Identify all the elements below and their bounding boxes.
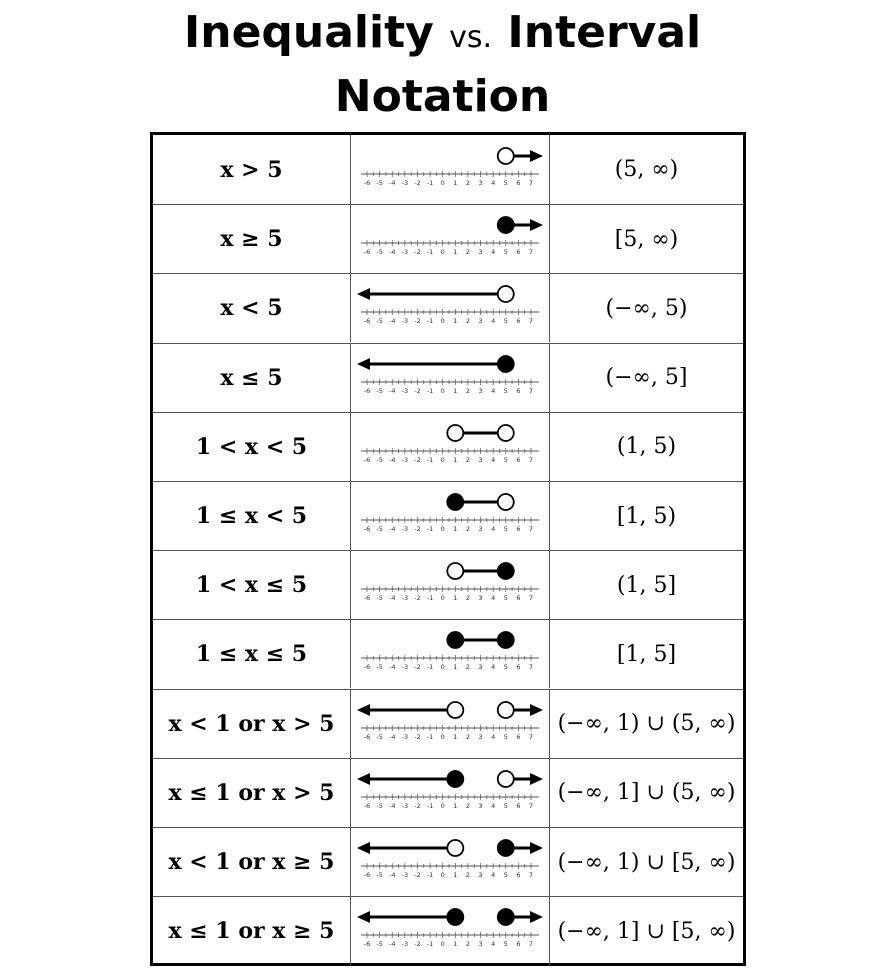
number-line-tick-label: -4: [388, 248, 395, 257]
number-line-tick-label: 2: [465, 386, 470, 395]
number-line-tick-label: -6: [363, 248, 370, 257]
number-line-tick-label: 6: [515, 940, 520, 949]
number-line-cell: [351, 897, 550, 965]
number-line-tick-label: -3: [401, 663, 408, 672]
number-line-tick-label: 5: [503, 594, 508, 603]
number-line-tick-label: 3: [477, 386, 483, 395]
number-line-tick-label: -4: [388, 178, 395, 187]
number-line-tick-label: 1: [452, 248, 457, 257]
number-line-tick-label: -5: [375, 178, 383, 187]
number-line-tick-label: 6: [515, 248, 520, 257]
number-line-tick-label: 5: [503, 940, 508, 949]
number-line-tick-label: 7: [528, 663, 533, 672]
number-line-tick-label: -1: [426, 871, 433, 879]
number-line-tick-label: 4: [490, 386, 495, 395]
arrow-left-icon: [357, 773, 370, 785]
number-line-tick-label: 4: [490, 663, 495, 672]
number-line-tick-label: -3: [401, 801, 408, 810]
interval-cell: [550, 274, 743, 342]
number-line-tick-label: -1: [426, 455, 433, 464]
number-line-tick-label: -5: [375, 871, 383, 879]
number-line-tick-label: -4: [388, 386, 395, 395]
number-line-tick-label: 5: [503, 317, 508, 326]
table-row: [153, 896, 743, 965]
number-line-tick-label: 0: [440, 732, 445, 741]
inequality-text: x < 5: [220, 295, 283, 322]
number-line-tick-label: -2: [413, 317, 421, 326]
number-line-tick-label: -2: [413, 386, 421, 395]
number-line-graph: [353, 621, 548, 687]
table-row: [153, 204, 743, 273]
number-line-tick-label: -5: [375, 386, 383, 395]
interval-cell: [550, 551, 743, 619]
number-line-tick-label: 7: [528, 317, 533, 326]
number-line-tick-label: 0: [440, 386, 445, 395]
number-line-tick-label: 5: [503, 248, 508, 257]
table-row: [153, 273, 743, 342]
number-line-tick-label: 0: [440, 940, 445, 949]
arrow-right-icon: [530, 842, 543, 854]
number-line-tick-label: 2: [465, 663, 470, 672]
inequality-text: x ≥ 5: [220, 226, 283, 253]
page-title-line2: Notation: [334, 71, 551, 122]
number-line-tick-label: 1: [452, 663, 457, 672]
number-line-graph: [353, 898, 548, 964]
number-line-tick-label: 5: [503, 871, 508, 879]
inequality-cell: [153, 551, 351, 619]
number-line-tick-label: 0: [440, 663, 445, 672]
interval-text: (−∞, 5]: [605, 365, 688, 391]
open-dot-icon: [497, 148, 513, 164]
number-line-tick-label: -5: [375, 455, 383, 464]
number-line-graph: [353, 414, 548, 480]
number-line-tick-label: -1: [426, 732, 433, 741]
interval-text: (1, 5): [616, 434, 677, 460]
number-line-tick-label: -4: [388, 871, 395, 879]
number-line-tick-label: 1: [452, 940, 457, 949]
number-line-tick-label: 3: [477, 732, 483, 741]
interval-cell: [550, 135, 743, 204]
number-line-tick-label: -2: [413, 455, 421, 464]
table-row: [153, 343, 743, 412]
number-line-tick-label: -3: [401, 455, 408, 464]
interval-cell: [550, 897, 743, 965]
title-inequality: Inequality: [183, 7, 434, 58]
number-line-tick-label: 5: [503, 801, 508, 810]
number-line-tick-label: -2: [413, 594, 421, 603]
number-line-tick-label: 1: [452, 594, 457, 603]
number-line-tick-label: -1: [426, 940, 433, 949]
number-line-tick-label: 5: [503, 178, 508, 187]
number-line-tick-label: -6: [363, 871, 370, 879]
number-line-tick-label: -4: [388, 525, 395, 533]
number-line-tick-label: -1: [426, 386, 433, 395]
inequality-text: x ≤ 1 or x > 5: [168, 779, 335, 806]
number-line-tick-label: 0: [440, 248, 445, 257]
interval-text: (−∞, 1] ∪ (5, ∞): [557, 780, 736, 806]
interval-text: (−∞, 1) ∪ [5, ∞): [557, 849, 736, 875]
inequality-cell: [153, 759, 351, 827]
number-line-tick-label: 2: [465, 732, 470, 741]
number-line-tick-label: 5: [503, 732, 508, 741]
number-line-tick-label: -6: [363, 663, 370, 672]
number-line-tick-label: 6: [515, 178, 520, 187]
number-line-tick-label: -5: [375, 732, 383, 741]
number-line-tick-label: 5: [503, 455, 508, 464]
open-dot-icon: [497, 425, 513, 441]
interval-text: (−∞, 1] ∪ [5, ∞): [557, 918, 736, 944]
closed-dot-icon: [447, 771, 463, 787]
number-line-tick-label: -4: [388, 732, 395, 741]
number-line-tick-label: 1: [452, 317, 457, 326]
table-row: [153, 689, 743, 758]
inequality-text: 1 ≤ x ≤ 5: [195, 641, 308, 668]
number-line-tick-label: 0: [440, 525, 445, 533]
number-line-tick-label: -6: [363, 178, 370, 187]
number-line-tick-label: -6: [363, 525, 370, 533]
arrow-left-icon: [357, 288, 370, 300]
number-line-tick-label: -3: [401, 317, 408, 326]
number-line-tick-label: 3: [477, 248, 483, 257]
number-line-cell: [351, 828, 550, 896]
number-line-tick-label: 3: [477, 594, 483, 603]
number-line-tick-label: 4: [490, 801, 495, 810]
page-title: [0, 0, 885, 71]
inequality-text: 1 < x ≤ 5: [195, 572, 308, 599]
interval-cell: [550, 344, 743, 412]
inequality-cell: [153, 828, 351, 896]
interval-text: (−∞, 1) ∪ (5, ∞): [557, 711, 736, 737]
number-line-tick-label: 7: [528, 594, 533, 603]
number-line-tick-label: -3: [401, 248, 408, 257]
number-line-tick-label: 4: [490, 317, 495, 326]
number-line-tick-label: 4: [490, 525, 495, 533]
number-line-tick-label: 3: [477, 801, 483, 810]
number-line-tick-label: -6: [363, 386, 370, 395]
number-line-graph: [353, 760, 548, 826]
interval-text: (5, ∞): [614, 157, 679, 182]
number-line-cell: [351, 135, 550, 204]
interval-cell: [550, 482, 743, 550]
number-line-tick-label: 7: [528, 940, 533, 949]
number-line-tick-label: 2: [465, 178, 470, 187]
closed-dot-icon: [497, 840, 513, 856]
number-line-tick-label: 1: [452, 525, 457, 533]
number-line-tick-label: -2: [413, 248, 421, 257]
number-line-tick-label: 4: [490, 594, 495, 603]
arrow-right-icon: [530, 773, 543, 785]
number-line-tick-label: -4: [388, 317, 395, 326]
number-line-tick-label: -2: [413, 940, 421, 949]
number-line-tick-label: -5: [375, 525, 383, 533]
number-line-cell: [351, 690, 550, 758]
number-line-tick-label: 4: [490, 455, 495, 464]
number-line-tick-label: 6: [515, 732, 520, 741]
inequality-text: x > 5: [220, 156, 283, 183]
number-line-tick-label: 3: [477, 663, 483, 672]
number-line-tick-label: -6: [363, 455, 370, 464]
number-line-tick-label: 0: [440, 594, 445, 603]
number-line-tick-label: -2: [413, 801, 421, 810]
open-dot-icon: [447, 425, 463, 441]
number-line-graph: [353, 137, 548, 203]
arrow-left-icon: [357, 842, 370, 854]
number-line-tick-label: -3: [401, 525, 408, 533]
interval-cell: [550, 690, 743, 758]
number-line-tick-label: -3: [401, 732, 408, 741]
number-line-tick-label: 6: [515, 663, 520, 672]
number-line-tick-label: -1: [426, 801, 433, 810]
number-line-tick-label: 2: [465, 455, 470, 464]
closed-dot-icon: [497, 563, 513, 579]
number-line-tick-label: -4: [388, 594, 395, 603]
number-line-tick-label: 6: [515, 801, 520, 810]
title-vs: vs.: [449, 20, 493, 55]
open-dot-icon: [497, 771, 513, 787]
number-line-tick-label: 5: [503, 386, 508, 395]
number-line-cell: [351, 482, 550, 550]
number-line-tick-label: 5: [503, 525, 508, 533]
number-line-cell: [351, 274, 550, 342]
number-line-tick-label: 6: [515, 525, 520, 533]
inequality-cell: [153, 897, 351, 965]
number-line-tick-label: 7: [528, 178, 533, 187]
number-line-tick-label: 2: [465, 317, 470, 326]
interval-text: [1, 5): [616, 503, 677, 529]
number-line-tick-label: -5: [375, 663, 383, 672]
inequality-cell: [153, 344, 351, 412]
interval-text: (−∞, 5): [605, 295, 688, 321]
number-line-tick-label: -2: [413, 732, 421, 741]
number-line-tick-label: 2: [465, 801, 470, 810]
table-row: [153, 758, 743, 827]
arrow-right-icon: [530, 219, 543, 231]
number-line-tick-label: -1: [426, 525, 433, 533]
interval-cell: [550, 759, 743, 827]
inequality-cell: [153, 413, 351, 481]
number-line-graph: [353, 691, 548, 757]
inequality-cell: [153, 620, 351, 688]
number-line-tick-label: -2: [413, 525, 421, 533]
number-line-graph: [353, 829, 548, 895]
number-line-tick-label: -3: [401, 594, 408, 603]
table-row: [153, 550, 743, 619]
closed-dot-icon: [497, 217, 513, 233]
number-line-tick-label: 0: [440, 317, 445, 326]
closed-dot-icon: [447, 909, 463, 925]
number-line-tick-label: -3: [401, 940, 408, 949]
number-line-tick-label: 5: [503, 663, 508, 672]
number-line-tick-label: 6: [515, 317, 520, 326]
number-line-tick-label: 4: [490, 940, 495, 949]
number-line-tick-label: 2: [465, 871, 470, 879]
inequality-cell: [153, 482, 351, 550]
closed-dot-icon: [497, 632, 513, 648]
table-row: [153, 481, 743, 550]
number-line-tick-label: -1: [426, 317, 433, 326]
interval-cell: [550, 205, 743, 273]
number-line-tick-label: 7: [528, 248, 533, 257]
table-row: [153, 619, 743, 688]
arrow-right-icon: [530, 911, 543, 923]
number-line-tick-label: -5: [375, 594, 383, 603]
number-line-tick-label: 2: [465, 940, 470, 949]
open-dot-icon: [497, 494, 513, 510]
open-dot-icon: [497, 286, 513, 302]
number-line-tick-label: -1: [426, 178, 433, 187]
arrow-right-icon: [530, 704, 543, 716]
number-line-tick-label: -5: [375, 317, 383, 326]
table-row: [153, 827, 743, 896]
number-line-cell: [351, 551, 550, 619]
number-line-tick-label: 1: [452, 386, 457, 395]
arrow-left-icon: [357, 358, 370, 370]
number-line-tick-label: 0: [440, 455, 445, 464]
number-line-tick-label: -4: [388, 663, 395, 672]
inequality-text: 1 < x < 5: [195, 433, 308, 460]
arrow-left-icon: [357, 704, 370, 716]
inequality-text: x < 1 or x ≥ 5: [168, 849, 335, 875]
number-line-tick-label: 4: [490, 248, 495, 257]
number-line-tick-label: 3: [477, 317, 483, 326]
number-line-tick-label: -3: [401, 386, 408, 395]
number-line-tick-label: 3: [477, 525, 483, 533]
number-line-tick-label: 7: [528, 525, 533, 533]
number-line-tick-label: 0: [440, 178, 445, 187]
number-line-cell: [351, 344, 550, 412]
notation-table: [150, 132, 746, 966]
interval-text: (1, 5]: [616, 572, 677, 598]
inequality-text: x < 1 or x > 5: [168, 710, 335, 737]
number-line-tick-label: -4: [388, 801, 395, 810]
number-line-tick-label: -6: [363, 940, 370, 949]
number-line-tick-label: 4: [490, 178, 495, 187]
arrow-left-icon: [357, 911, 370, 923]
number-line-graph: [353, 345, 548, 411]
number-line-tick-label: -6: [363, 594, 370, 603]
number-line-tick-label: 1: [452, 732, 457, 741]
number-line-tick-label: 1: [452, 871, 457, 879]
number-line-tick-label: 7: [528, 801, 533, 810]
interval-text: [5, ∞): [614, 226, 679, 252]
interval-cell: [550, 620, 743, 688]
closed-dot-icon: [447, 494, 463, 510]
number-line-tick-label: 3: [477, 940, 483, 949]
number-line-tick-label: -2: [413, 178, 421, 187]
inequality-cell: [153, 690, 351, 758]
number-line-cell: [351, 620, 550, 688]
number-line-tick-label: 1: [452, 455, 457, 464]
number-line-tick-label: -3: [401, 178, 408, 187]
closed-dot-icon: [497, 909, 513, 925]
open-dot-icon: [447, 563, 463, 579]
number-line-tick-label: -6: [363, 317, 370, 326]
number-line-tick-label: 3: [477, 455, 483, 464]
inequality-cell: [153, 205, 351, 273]
inequality-cell: [153, 135, 351, 204]
open-dot-icon: [447, 702, 463, 718]
number-line-tick-label: -5: [375, 801, 383, 810]
inequality-text: x ≤ 1 or x ≥ 5: [168, 918, 335, 945]
number-line-tick-label: 1: [452, 178, 457, 187]
number-line-tick-label: 4: [490, 732, 495, 741]
number-line-tick-label: 1: [452, 801, 457, 810]
inequality-text: x ≤ 5: [220, 364, 283, 391]
interval-cell: [550, 828, 743, 896]
number-line-tick-label: -4: [388, 940, 395, 949]
number-line-tick-label: -1: [426, 248, 433, 257]
number-line-cell: [351, 759, 550, 827]
number-line-tick-label: -6: [363, 801, 370, 810]
interval-cell: [550, 413, 743, 481]
table-row: [153, 412, 743, 481]
number-line-tick-label: 7: [528, 732, 533, 741]
number-line-tick-label: -4: [388, 455, 395, 464]
number-line-tick-label: 7: [528, 386, 533, 395]
number-line-tick-label: 0: [440, 801, 445, 810]
number-line-tick-label: 2: [465, 594, 470, 603]
number-line-tick-label: 3: [477, 871, 483, 879]
number-line-tick-label: -2: [413, 663, 421, 672]
number-line-tick-label: 4: [490, 871, 495, 879]
table-row: [153, 135, 743, 204]
number-line-tick-label: 2: [465, 525, 470, 533]
inequality-text: 1 ≤ x < 5: [195, 503, 308, 529]
interval-text: [1, 5]: [616, 641, 677, 667]
number-line-tick-label: -3: [401, 871, 408, 879]
closed-dot-icon: [497, 356, 513, 372]
number-line-tick-label: 6: [515, 386, 520, 395]
number-line-tick-label: 0: [440, 871, 445, 879]
number-line-tick-label: -1: [426, 594, 433, 603]
number-line-tick-label: -5: [375, 940, 383, 949]
open-dot-icon: [497, 702, 513, 718]
number-line-tick-label: -6: [363, 732, 370, 741]
number-line-tick-label: 6: [515, 455, 520, 464]
number-line-cell: [351, 205, 550, 273]
number-line-tick-label: 2: [465, 248, 470, 257]
number-line-tick-label: 7: [528, 871, 533, 879]
open-dot-icon: [447, 840, 463, 856]
number-line-graph: [353, 206, 548, 272]
number-line-graph: [353, 483, 548, 549]
number-line-graph: [353, 275, 548, 341]
number-line-tick-label: -2: [413, 871, 421, 879]
closed-dot-icon: [447, 632, 463, 648]
inequality-cell: [153, 274, 351, 342]
number-line-tick-label: 6: [515, 594, 520, 603]
number-line-cell: [351, 413, 550, 481]
arrow-right-icon: [530, 150, 543, 162]
title-interval: Interval: [507, 7, 702, 58]
number-line-tick-label: 7: [528, 455, 533, 464]
number-line-tick-label: -1: [426, 663, 433, 672]
number-line-tick-label: -5: [375, 248, 383, 257]
number-line-graph: [353, 552, 548, 618]
number-line-tick-label: 6: [515, 871, 520, 879]
number-line-tick-label: 3: [477, 178, 483, 187]
